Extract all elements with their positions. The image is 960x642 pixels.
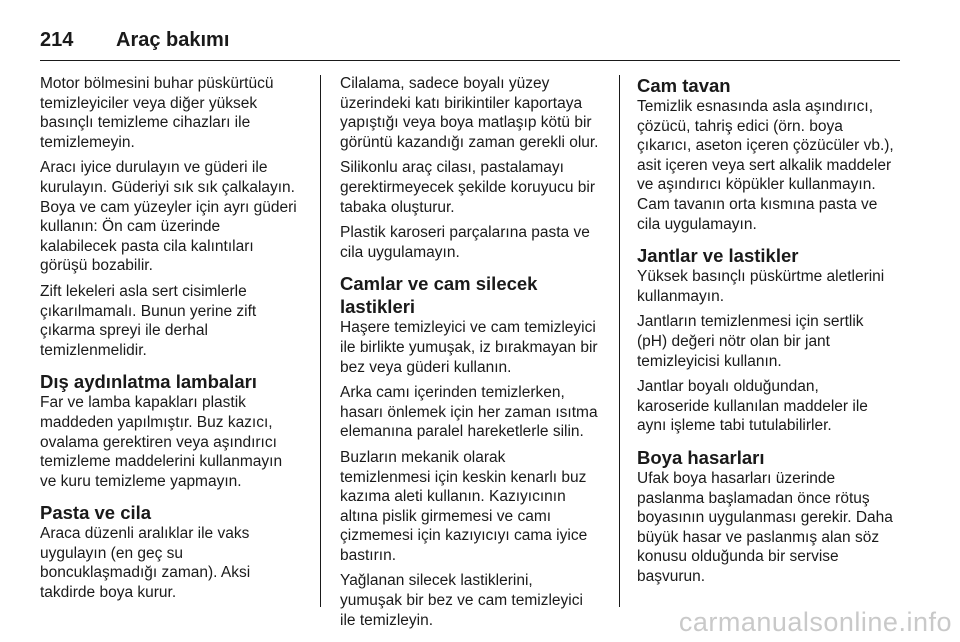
paragraph: Motor bölmesini buhar püskürtücü temizleyiciler veya diğer yüksek basınçlı temizleme cihazları ile temizlemeyin.	[40, 75, 274, 151]
column-2	[340, 74, 605, 629]
page-header	[40, 20, 900, 60]
column-divider	[619, 75, 620, 607]
paragraph: Plastik karoseri parçalarına pasta ve cila uygulamayın.	[340, 224, 590, 261]
paragraph: Haşere temizleyici ve cam temizleyici ile birlikte yumuşak, iz bırakmayan bir bez veya güderi kullanın.	[340, 319, 598, 376]
paragraph: Zift lekeleri asla sert cisimlerle çıkarılmamalı. Bunun yerine zift çıkarma spreyi ile derhal temizlenmelidir.	[40, 282, 257, 359]
paragraph: Silikonlu araç cilası, pastalamayı gerektirmeyecek şekilde koruyucu bir tabaka oluşturur.	[340, 159, 595, 216]
page-number: 214	[40, 28, 74, 51]
paragraph: Jantlar boyalı olduğundan, karoseride kullanılan maddeler ile aynı işleme tabi tutulabilirler.	[637, 378, 868, 435]
paragraph: Buzların mekanik olarak temizlenmesi için keskin kenarlı buz kazıma aleti kullanın. Kazıyıcının altına pislik girmemesi ve camı çizmemesi için kazıyıcıyı cama iyice bastırın.	[340, 448, 588, 564]
paragraph: Cilalama, sadece boyalı yüzey üzerindeki katı birikintiler kaportaya yapıştığı veya boya matlaşıp kötü bir görüntü kazandığı zaman gerekli olur.	[340, 75, 599, 151]
section-heading: Cam tavan	[637, 75, 731, 96]
paragraph: Araca düzenli aralıklar ile vaks uygulayın (en geç su boncuklaşmadığı zaman). Aksi takdirde boya kurur.	[40, 525, 251, 602]
watermark: carmanualsonline.info	[678, 607, 952, 637]
section-title: Araç bakımı	[116, 28, 230, 51]
paragraph: Jantların temizlenmesi için sertlik (pH) değeri nötr olan bir jant temizleyicisi kullanın.	[637, 313, 864, 370]
header-rule	[40, 60, 900, 61]
column-divider	[320, 75, 321, 607]
paragraph: Arka camı içerinden temizlerken, hasarı önlemek için her zaman ısıtma elemanına paralel hareketlerle silin.	[340, 384, 598, 441]
column-3	[637, 74, 903, 608]
section-heading: Camlar ve cam silecek lastikleri	[340, 273, 538, 318]
section-heading: Boya hasarları	[637, 446, 765, 468]
section-heading: Jantlar ve lastikler	[637, 245, 799, 267]
paragraph: Yüksek basınçlı püskürtme aletlerini kullanmayın.	[637, 268, 885, 305]
paragraph: Ufak boya hasarları üzerinde paslanma başlamadan önce rötuş boyasının uygulanması gerekir. Daha büyük hasar ve paslanmış alan söz konusu olduğunda bir servise başvurun.	[637, 469, 893, 585]
section-heading: Dış aydınlatma lambaları	[40, 371, 257, 393]
paragraph: Far ve lamba kapakları plastik maddeden yapılmıştır. Buz kazıcı, ovalama gerektiren veya aşındırıcı temizleme maddelerini kullanmayın ve kuru temizleme yapmayın.	[40, 394, 283, 490]
paragraph: Yağlanan silecek lastiklerini, yumuşak bir bez ve cam temizleyici ile temizleyin.	[340, 572, 583, 629]
section-heading: Pasta ve cila	[40, 502, 152, 524]
column-1	[40, 74, 310, 608]
paragraph: Aracı iyice durulayın ve güderi ile kurulayın. Güderiyi sık sık çalkalayın. Boya ve cam yüzeyler için ayrı güderi kullanın: Ön cam üzerinde kalabilecek pasta cila kalıntıları görüşü bozabilir.	[40, 159, 297, 275]
paragraph: Temizlik esnasında asla aşındırıcı, çözücü, tahriş edici (örn. boya çıkarıcı, aseton içeren çözücüler vb.), asit içeren veya sert alkalik maddeler ve aşındırıcı köpükler kullanmayın. Cam tavanın orta kısmına pasta ve cila uygulamayın.	[637, 98, 894, 233]
